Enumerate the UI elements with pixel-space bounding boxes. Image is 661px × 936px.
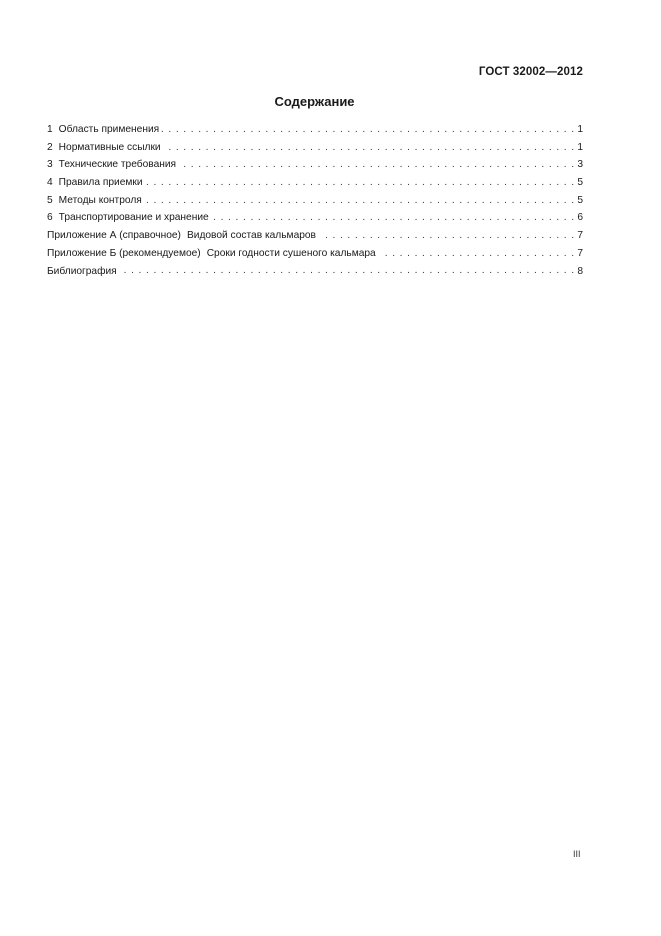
toc-item-page: 1 bbox=[577, 141, 583, 153]
toc-item-label: Транспортирование и хранение bbox=[58, 212, 209, 224]
toc-item-number: 2 bbox=[47, 141, 53, 153]
toc-item-page: 5 bbox=[577, 194, 583, 206]
dot-leader bbox=[163, 143, 575, 153]
toc-item-number: 5 bbox=[47, 194, 53, 206]
toc-item-page: 7 bbox=[577, 230, 583, 242]
toc-item-label: Библиография bbox=[47, 265, 117, 277]
dot-leader bbox=[211, 213, 575, 223]
toc-title: Содержание bbox=[274, 94, 355, 109]
toc-item[interactable] bbox=[47, 192, 583, 210]
toc-item-appendix-a[interactable] bbox=[47, 227, 583, 245]
toc-item[interactable] bbox=[47, 121, 583, 139]
dot-leader bbox=[145, 178, 575, 188]
toc-item-number: 1 bbox=[47, 124, 53, 135]
toc-item-label: Методы контроля bbox=[58, 194, 142, 206]
toc-item-number: 4 bbox=[47, 177, 53, 189]
toc-item-page: 1 bbox=[577, 124, 583, 135]
toc-item-page: 8 bbox=[577, 265, 583, 277]
toc-item-number: 3 bbox=[47, 159, 53, 171]
toc-item[interactable] bbox=[47, 209, 583, 227]
page-number: III bbox=[573, 849, 581, 859]
toc-item-prefix: Приложение А (справочное) bbox=[47, 230, 181, 242]
dot-leader bbox=[144, 196, 575, 206]
dot-leader bbox=[324, 231, 575, 241]
dot-leader bbox=[123, 266, 575, 276]
toc-item[interactable] bbox=[47, 174, 583, 192]
table-of-contents bbox=[47, 121, 583, 280]
toc-item-label: Правила приемки bbox=[58, 177, 143, 189]
toc-item-appendix-b[interactable] bbox=[47, 245, 583, 263]
dot-leader bbox=[161, 125, 575, 135]
toc-item-label: Нормативные ссылки bbox=[58, 141, 161, 153]
toc-item[interactable] bbox=[47, 139, 583, 157]
toc-item-number: 6 bbox=[47, 212, 53, 224]
toc-item[interactable] bbox=[47, 156, 583, 174]
toc-item-page: 7 bbox=[577, 247, 583, 259]
toc-item-bibliography[interactable] bbox=[47, 263, 583, 281]
toc-item-page: 5 bbox=[577, 177, 583, 189]
toc-item-label: Сроки годности сушеного кальмара bbox=[206, 247, 376, 259]
toc-item-page: 6 bbox=[577, 212, 583, 224]
dot-leader bbox=[384, 249, 575, 259]
toc-item-label: Область применения bbox=[58, 124, 160, 135]
toc-item-page: 3 bbox=[577, 159, 583, 171]
toc-item-label: Видовой состав кальмаров bbox=[186, 230, 316, 242]
toc-item-label: Технические требования bbox=[58, 159, 177, 171]
document-code: ГОСТ 32002—2012 bbox=[478, 66, 583, 78]
toc-item-prefix: Приложение Б (рекомендуемое) bbox=[47, 247, 201, 259]
dot-leader bbox=[178, 160, 575, 170]
